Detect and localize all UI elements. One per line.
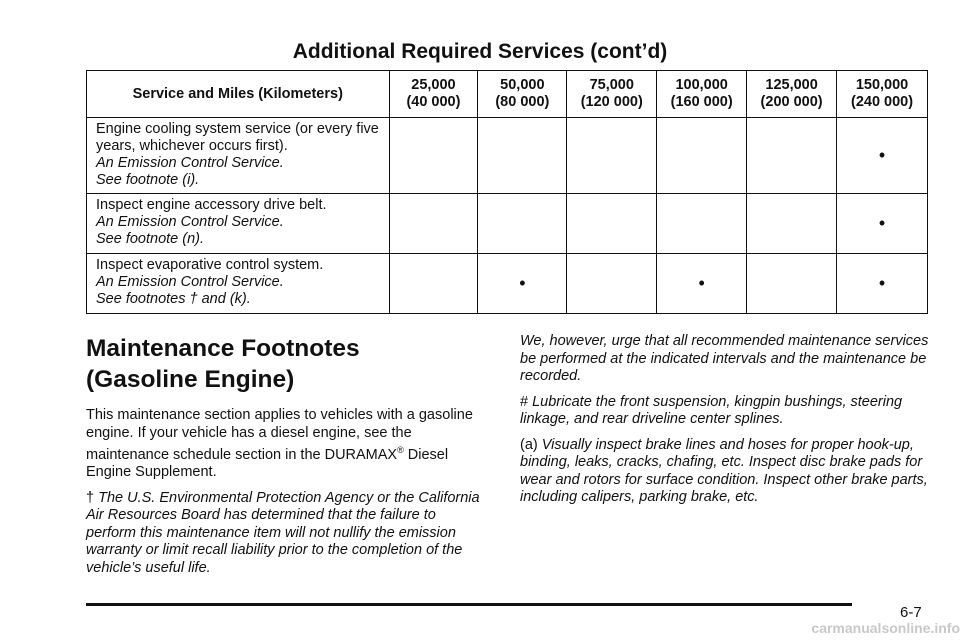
footnote-hash — [520, 394, 930, 429]
right-column — [520, 333, 930, 515]
interval-mark: • — [837, 194, 928, 254]
left-column — [86, 333, 486, 585]
row-emission-note: An Emission Control Service. — [96, 214, 284, 230]
row-emission-note: An Emission Control Service. — [96, 155, 284, 171]
hash-text: Lubricate the front suspension, kingpin bushings, steering linkage, and rear driveline center splines. — [520, 393, 903, 427]
footnote-dagger — [86, 490, 486, 578]
intro-text-end: Diesel Engine Supplement. — [86, 446, 449, 481]
table-row — [87, 118, 928, 194]
section-heading-line1: Maintenance Footnotes — [86, 335, 360, 362]
row-emission-note: An Emission Control Service. — [96, 274, 284, 290]
header-75000 — [567, 71, 657, 118]
header-125000 — [747, 71, 837, 118]
row-footnote-ref: See footnote (i). — [96, 172, 200, 188]
row-description — [87, 118, 390, 194]
interval-mark — [747, 254, 837, 314]
dagger-continued-text: We, however, urge that all recommended maintenance services be performed at the indicated intervals and the maintenance be recorded. — [520, 333, 929, 384]
header-miles: 50,000 (80 000) — [495, 77, 550, 110]
interval-mark: • — [837, 118, 928, 194]
row-footnote-ref: See footnote (n). — [96, 231, 205, 247]
section-heading — [86, 333, 486, 395]
hash-symbol: # — [520, 393, 529, 410]
registered-mark: ® — [397, 445, 404, 455]
interval-mark — [478, 118, 567, 194]
watermark-url: carmanualsonline.info — [811, 620, 960, 636]
table-row — [87, 254, 928, 314]
footnote-a-label: (a) — [520, 436, 538, 453]
interval-mark — [747, 194, 837, 254]
interval-mark: • — [837, 254, 928, 314]
dagger-text: The U.S. Environmental Protection Agency or the California Air Resources Board has determined that the failure to perform this maintenance item will not nullify the emission warranty or limit recall liability prior to the completion of the vehicle’s useful life. — [86, 489, 480, 576]
interval-mark — [389, 194, 478, 254]
header-100000 — [657, 71, 747, 118]
row-service-text: Inspect engine accessory drive belt. — [96, 197, 327, 213]
interval-mark — [478, 194, 567, 254]
interval-mark — [567, 118, 657, 194]
footer-rule — [86, 603, 852, 606]
interval-mark — [657, 118, 747, 194]
table-title: Additional Required Services (cont’d) — [292, 40, 668, 63]
interval-mark — [567, 194, 657, 254]
row-service-text: Engine cooling system service (or every five years, whichever occurs first). — [96, 121, 379, 154]
footnote-a-text: Visually inspect brake lines and hoses for proper hook-up, binding, leaks, cracks, chafing, etc. Inspect disc brake pads for wear and rotors for surface condition. Inspect other brake parts, including calipers, parking brake, etc. — [520, 436, 928, 505]
interval-mark — [389, 118, 478, 194]
header-50000 — [478, 71, 567, 118]
header-miles: 75,000 (120 000) — [580, 77, 643, 110]
dagger-symbol: † — [86, 489, 95, 506]
interval-mark — [567, 254, 657, 314]
interval-mark — [389, 254, 478, 314]
interval-mark: • — [478, 254, 567, 314]
header-miles: 100,000 (160 000) — [670, 77, 733, 110]
row-footnote-ref: See footnotes † and (k). — [96, 291, 251, 307]
page-number: 6-7 — [900, 604, 922, 621]
header-miles: 25,000 (40 000) — [406, 77, 461, 110]
maintenance-table — [86, 70, 928, 314]
row-description — [87, 194, 390, 254]
interval-mark: • — [657, 254, 747, 314]
row-service-text: Inspect evaporative control system. — [96, 257, 324, 273]
section-heading-line2: (Gasoline Engine) — [86, 366, 295, 393]
header-service: Service and Miles (Kilometers) — [87, 71, 390, 118]
footnote-a — [520, 437, 930, 507]
interval-mark — [747, 118, 837, 194]
table-header-row — [87, 71, 928, 118]
header-miles: 125,000 (200 000) — [760, 77, 823, 110]
row-description — [87, 254, 390, 314]
footnote-dagger-continued — [520, 333, 930, 386]
intro-text: This maintenance section applies to vehicles with a gasoline engine. If your vehicle has a diesel engine, see the maintenance schedule section in the DURAMAX — [86, 407, 473, 463]
interval-mark — [657, 194, 747, 254]
header-25000 — [389, 71, 478, 118]
intro-paragraph — [86, 407, 486, 482]
header-miles: 150,000 (240 000) — [850, 77, 914, 110]
table-row — [87, 194, 928, 254]
header-150000 — [837, 71, 928, 118]
